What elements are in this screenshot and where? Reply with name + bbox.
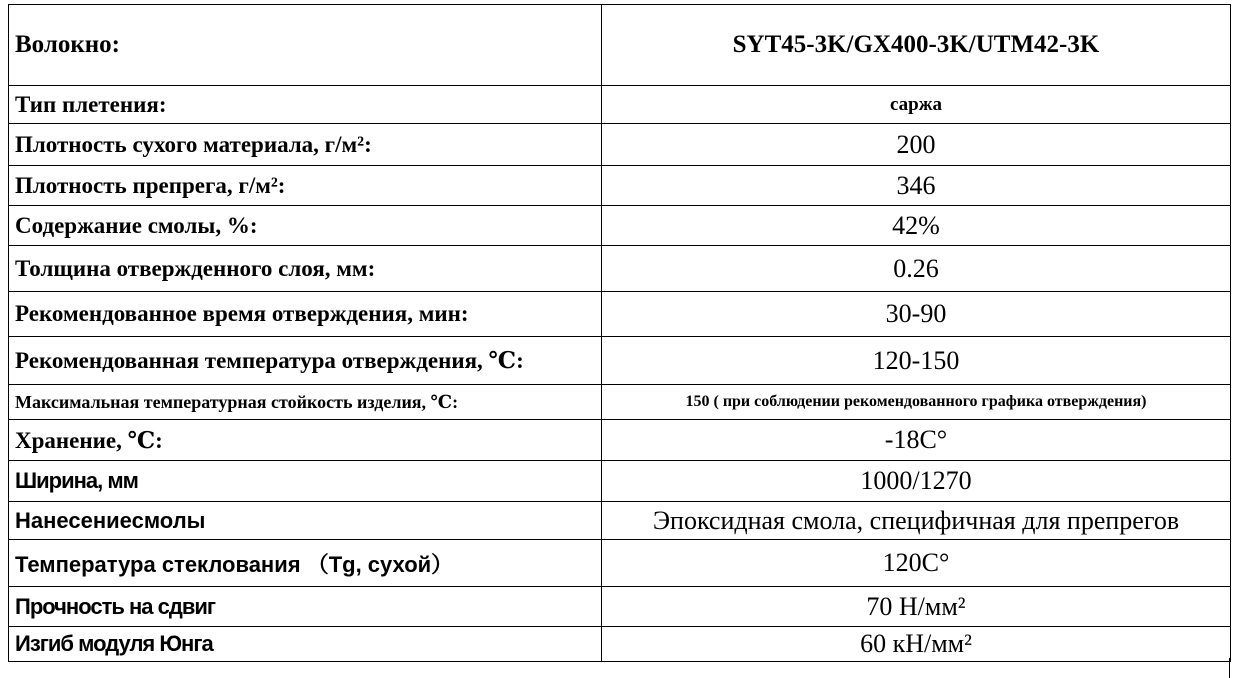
row-label: Тип плетения: xyxy=(9,86,602,124)
row-value: 150 ( при соблюдении рекомендованного графика отверждения) xyxy=(602,385,1231,420)
row-label: Содержание смолы, %: xyxy=(9,206,602,246)
row-label: Хранение, ℃: xyxy=(9,420,602,461)
table-row xyxy=(9,502,1231,540)
row-value: 70 Н/мм² xyxy=(602,587,1231,627)
table-header-row xyxy=(9,5,1231,86)
table-row xyxy=(9,385,1231,420)
table-row xyxy=(9,206,1231,246)
table-row xyxy=(9,292,1231,337)
row-label: Волокно: xyxy=(9,5,602,86)
row-value: 120-150 xyxy=(602,337,1231,385)
table-row xyxy=(9,420,1231,461)
row-value: саржа xyxy=(602,86,1231,124)
row-label: Максимальная температурная стойкость изделия, ℃: xyxy=(9,385,602,420)
table-row xyxy=(9,166,1231,206)
row-value: 30-90 xyxy=(602,292,1231,337)
row-value: SYT45-3K/GX400-3K/UTM42-3K xyxy=(602,5,1231,86)
row-label: Изгиб модуля Юнга xyxy=(9,627,602,662)
row-label: Нанесениесмолы xyxy=(9,502,602,540)
row-label: Рекомендованная температура отверждения, ℃: xyxy=(9,337,602,385)
table-row xyxy=(9,461,1231,502)
row-label: Прочность на сдвиг xyxy=(9,587,602,627)
table-row xyxy=(9,124,1231,166)
table-row xyxy=(9,86,1231,124)
row-value: 346 xyxy=(602,166,1231,206)
table-row xyxy=(9,337,1231,385)
row-label: Плотность препрега, г/м²: xyxy=(9,166,602,206)
row-value: -18C° xyxy=(602,420,1231,461)
border-tail xyxy=(1229,658,1230,678)
table-row xyxy=(9,540,1231,587)
table-row xyxy=(9,587,1231,627)
row-value: 42% xyxy=(602,206,1231,246)
row-value: 1000/1270 xyxy=(602,461,1231,502)
row-label: Рекомендованное время отверждения, мин: xyxy=(9,292,602,337)
row-value: 120C° xyxy=(602,540,1231,587)
table-row xyxy=(9,246,1231,292)
table-row xyxy=(9,627,1231,662)
spec-table xyxy=(8,4,1231,662)
row-value: 200 xyxy=(602,124,1231,166)
row-value: 60 кН/мм² xyxy=(602,627,1231,662)
row-label: Толщина отвержденного слоя, мм: xyxy=(9,246,602,292)
row-label: Плотность сухого материала, г/м²: xyxy=(9,124,602,166)
row-label: Температура стеклования （Tg, сухой） xyxy=(9,540,602,587)
row-value: 0.26 xyxy=(602,246,1231,292)
row-label: Ширина, мм xyxy=(9,461,602,502)
row-value: Эпоксидная смола, специфичная для препрегов xyxy=(602,502,1231,540)
